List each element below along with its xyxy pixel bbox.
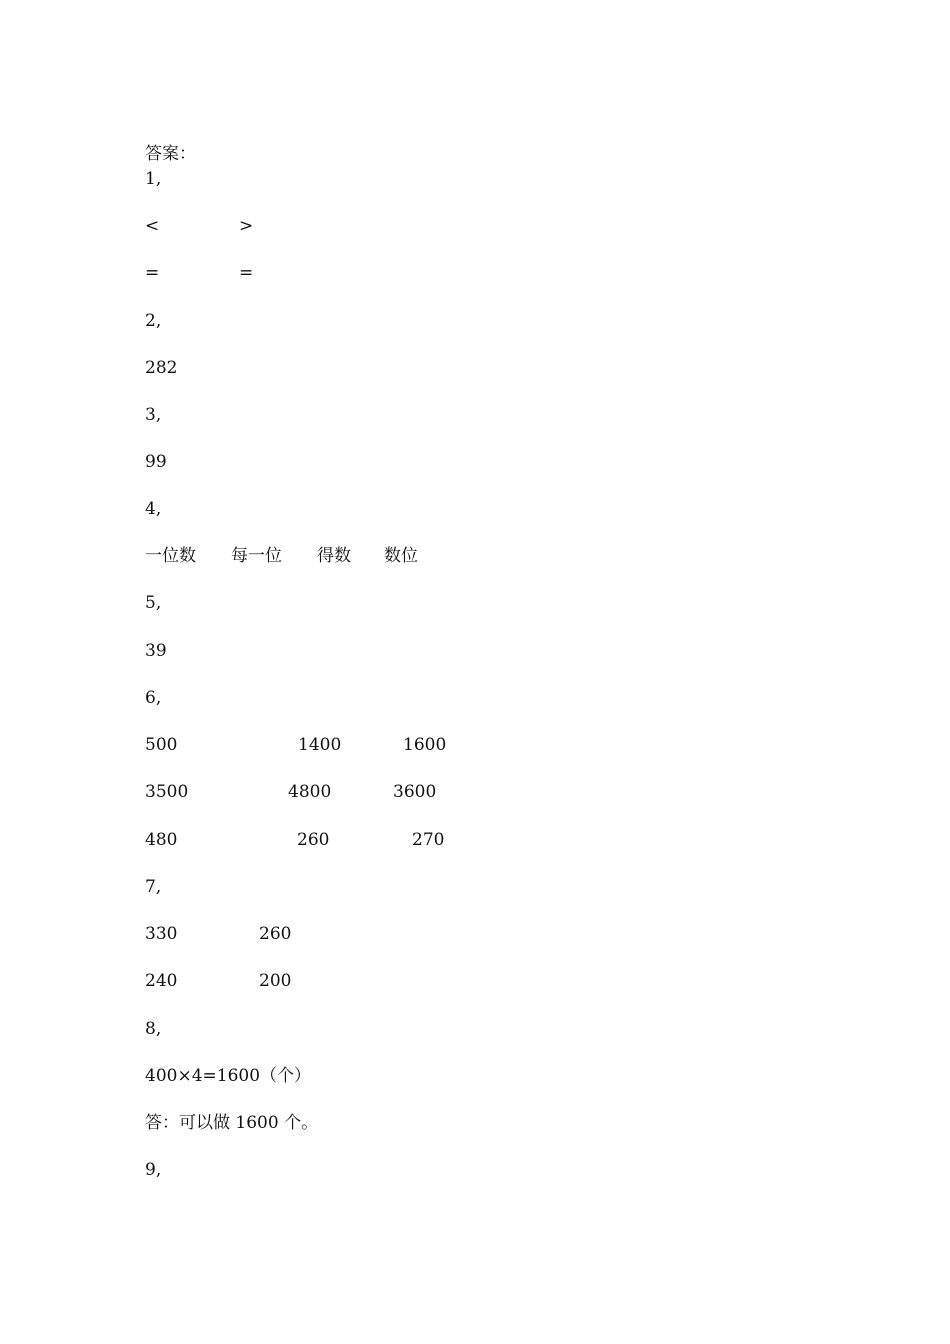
q6-row3-cell-2: 260 <box>297 830 330 850</box>
question-5-answer: 39 <box>145 641 167 661</box>
q4-answer-3: 得数 <box>317 546 351 566</box>
q1-row1-cell-2: > <box>239 216 254 236</box>
q1-row1-cell-1: < <box>145 216 160 236</box>
q6-row2-cell-2: 4800 <box>288 782 332 802</box>
question-1-label: 1, <box>145 169 162 189</box>
q6-row3-cell-1: 480 <box>145 830 178 850</box>
question-8-answer: 答：可以做 1600 个。 <box>145 1113 319 1133</box>
q6-row1-cell-1: 500 <box>145 735 178 755</box>
question-8-label: 8, <box>145 1019 162 1039</box>
q6-row2-cell-1: 3500 <box>145 782 189 802</box>
question-6-label: 6, <box>145 688 162 708</box>
q6-row2-cell-3: 3600 <box>393 782 437 802</box>
q4-answer-2: 每一位 <box>231 546 282 566</box>
answer-heading: 答案： <box>145 144 196 164</box>
q4-answer-4: 数位 <box>384 546 418 566</box>
question-3-answer: 99 <box>145 452 167 472</box>
question-9-label: 9, <box>145 1160 162 1180</box>
q6-row3-cell-3: 270 <box>412 830 445 850</box>
q6-row1-cell-3: 1600 <box>403 735 447 755</box>
question-3-label: 3, <box>145 405 162 425</box>
question-7-label: 7, <box>145 877 162 897</box>
question-5-label: 5, <box>145 593 162 613</box>
question-2-answer: 282 <box>145 358 178 378</box>
q7-row2-cell-2: 200 <box>259 971 292 991</box>
q1-row2-cell-1: = <box>145 263 160 283</box>
q7-row1-cell-2: 260 <box>259 924 292 944</box>
q7-row1-cell-1: 330 <box>145 924 178 944</box>
q6-row1-cell-2: 1400 <box>298 735 342 755</box>
question-8-equation: 400×4=1600（个） <box>145 1066 312 1086</box>
q4-answer-1: 一位数 <box>145 546 196 566</box>
question-2-label: 2, <box>145 311 162 331</box>
q7-row2-cell-1: 240 <box>145 971 178 991</box>
question-4-label: 4, <box>145 499 162 519</box>
q1-row2-cell-2: = <box>239 263 254 283</box>
